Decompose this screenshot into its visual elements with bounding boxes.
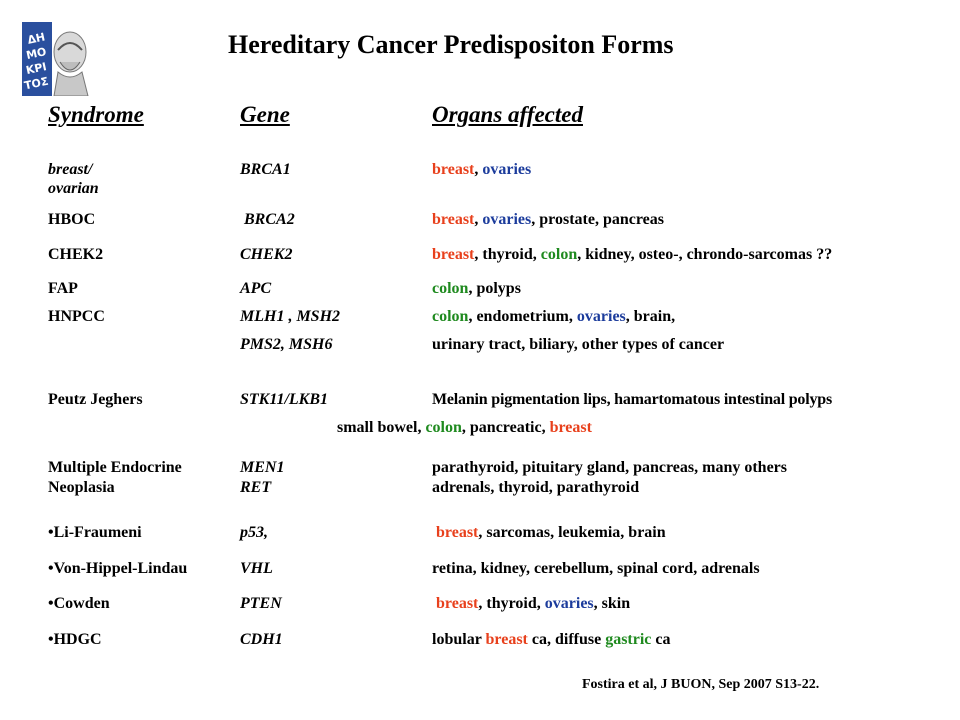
organ-term-red: breast bbox=[432, 595, 479, 612]
organ-text: retina, kidney, cerebellum, spinal cord, adrenals bbox=[432, 560, 760, 577]
header-organs: Organs affected bbox=[432, 102, 583, 127]
organ-term-blue: ovaries bbox=[482, 161, 532, 178]
organ-term-green: colon bbox=[432, 280, 469, 297]
gene-cell: VHL bbox=[240, 560, 273, 577]
organ-text: , thyroid, bbox=[478, 595, 545, 612]
organs-cell bbox=[432, 594, 630, 614]
organs-cell bbox=[432, 210, 664, 230]
organ-text: lobular bbox=[432, 631, 486, 648]
organ-term-blue: ovaries bbox=[544, 595, 594, 612]
organ-text: small bowel, bbox=[337, 419, 426, 436]
organs-cell bbox=[432, 630, 671, 650]
organ-term-green: gastric bbox=[605, 631, 652, 648]
svg-text:ΚΡΙ: ΚΡΙ bbox=[24, 60, 48, 78]
gene-cell: PMS2, MSH6 bbox=[240, 336, 333, 353]
gene-cell: BRCA1 bbox=[240, 161, 291, 178]
organ-text: Melanin pigmentation lips, hamartomatous intestinal polyps bbox=[432, 391, 833, 408]
gene-cell: RET bbox=[240, 479, 272, 496]
organ-text: , kidney, osteo-, chrondo-sarcomas ?? bbox=[577, 246, 833, 263]
header-gene: Gene bbox=[240, 102, 290, 127]
organs-cell bbox=[432, 160, 531, 180]
organs-cell bbox=[432, 478, 639, 498]
organ-text: , bbox=[474, 211, 483, 228]
syndrome-cell: Neoplasia bbox=[48, 479, 115, 496]
syndrome-cell: •Li-Fraumeni bbox=[48, 524, 142, 541]
organ-term-green: colon bbox=[425, 419, 462, 436]
citation: Fostira et al, J BUON, Sep 2007 S13-22. bbox=[582, 677, 820, 692]
organ-term-red: breast bbox=[485, 631, 528, 648]
svg-text:ΜΟ: ΜΟ bbox=[24, 45, 48, 63]
gene-cell: APC bbox=[240, 280, 272, 297]
gene-cell: CDH1 bbox=[240, 631, 283, 648]
organ-term-red: breast bbox=[432, 211, 475, 228]
organ-text: , thyroid, bbox=[474, 246, 541, 263]
syndrome-cell: •Cowden bbox=[48, 595, 110, 612]
organ-text: parathyroid, pituitary gland, pancreas, many others bbox=[432, 459, 787, 476]
organs-cell bbox=[432, 245, 832, 265]
syndrome-cell: FAP bbox=[48, 280, 78, 297]
header-syndrome: Syndrome bbox=[48, 102, 144, 127]
syndrome-cell-line2: ovarian bbox=[48, 180, 99, 197]
organ-text: ca, diffuse bbox=[527, 631, 606, 648]
organ-term-green: colon bbox=[540, 246, 578, 263]
organ-text: , brain, bbox=[625, 308, 676, 325]
organs-cell-continuation bbox=[337, 418, 592, 438]
syndrome-cell: HNPCC bbox=[48, 308, 105, 325]
organ-text: , polyps bbox=[468, 280, 521, 297]
syndrome-cell: •Von-Hippel-Lindau bbox=[48, 560, 188, 577]
syndrome-cell: Multiple Endocrine bbox=[48, 459, 182, 476]
organs-cell bbox=[432, 559, 760, 579]
organ-term-red: breast bbox=[432, 524, 479, 541]
organ-term-red: breast bbox=[432, 246, 475, 263]
organ-term-red: breast bbox=[432, 161, 475, 178]
organs-cell bbox=[432, 279, 521, 299]
syndrome-cell: Peutz Jeghers bbox=[48, 391, 143, 408]
gene-cell: MEN1 bbox=[240, 459, 285, 476]
organs-cell bbox=[432, 458, 787, 478]
syndrome-cell: HBOC bbox=[48, 211, 96, 228]
organ-text: adrenals, thyroid, parathyroid bbox=[432, 479, 640, 496]
organ-term-red: breast bbox=[549, 419, 592, 436]
gene-cell: CHEK2 bbox=[240, 246, 293, 263]
gene-cell: p53, bbox=[240, 524, 268, 541]
organs-cell bbox=[432, 390, 832, 410]
svg-text:ΔΗ: ΔΗ bbox=[26, 30, 47, 47]
organ-text: , bbox=[474, 161, 483, 178]
organ-term-green: colon bbox=[432, 308, 469, 325]
organ-term-blue: ovaries bbox=[482, 211, 532, 228]
svg-text:ΤΟΣ: ΤΟΣ bbox=[22, 74, 50, 93]
organ-term-blue: ovaries bbox=[576, 308, 626, 325]
gene-cell: PTEN bbox=[240, 595, 282, 612]
organ-text: , sarcomas, leukemia, brain bbox=[478, 524, 666, 541]
organs-cell bbox=[432, 523, 666, 543]
gene-cell: STK11/LKB1 bbox=[240, 391, 329, 408]
organs-cell bbox=[432, 307, 675, 327]
organ-text: , prostate, pancreas bbox=[531, 211, 664, 228]
organ-text: urinary tract, biliary, other types of cancer bbox=[432, 336, 725, 353]
page-title: Hereditary Cancer Predispositon Forms bbox=[228, 30, 674, 59]
organs-cell bbox=[432, 335, 724, 355]
organ-text: , pancreatic, bbox=[461, 419, 550, 436]
syndrome-cell: CHEK2 bbox=[48, 246, 104, 263]
institution-logo bbox=[22, 22, 92, 96]
gene-cell: BRCA2 bbox=[240, 211, 295, 228]
organ-text: , skin bbox=[593, 595, 631, 612]
syndrome-cell: •HDGC bbox=[48, 631, 102, 648]
organ-text: , endometrium, bbox=[468, 308, 577, 325]
gene-cell: MLH1 , MSH2 bbox=[240, 308, 341, 325]
syndrome-cell: breast/ bbox=[48, 161, 93, 178]
organ-text: ca bbox=[651, 631, 671, 648]
